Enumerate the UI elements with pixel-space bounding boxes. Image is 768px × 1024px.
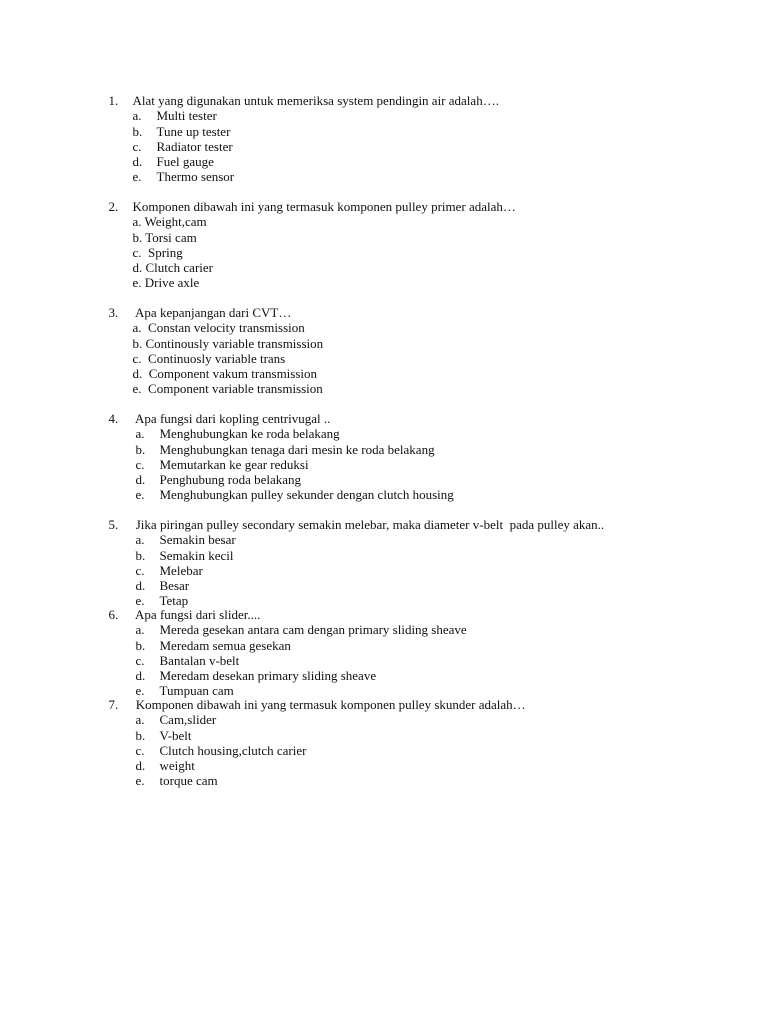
question-number: 4.: [108, 411, 119, 427]
option-letter: c.: [132, 350, 142, 366]
option-text: Meredam semua gesekan: [159, 637, 291, 653]
answer-option: [116, 442, 756, 472]
answer-option: [116, 426, 756, 457]
option-letter: a.: [135, 426, 145, 442]
option-text: Weight,cam: [144, 214, 207, 230]
option-text: Drive axle: [144, 275, 200, 291]
answer-option: [113, 336, 753, 366]
answer-option: [113, 351, 753, 381]
option-letter: a.: [132, 320, 142, 336]
option-text: Tune up tester: [156, 123, 231, 139]
answer-option: [113, 214, 753, 245]
answer-option: [116, 638, 756, 668]
option-text: Constan velocity transmission: [148, 320, 305, 336]
answer-option: [116, 622, 756, 653]
answer-option: [116, 532, 756, 563]
answer-option: [113, 93, 753, 124]
question-stem: [89, 396, 729, 427]
answer-option: [113, 139, 753, 169]
question-text: Komponen dibawah ini yang termasuk komponen pulley skunder adalah…: [135, 697, 526, 713]
question-number: 3.: [108, 305, 119, 321]
option-text: Menghubungkan tenaga dari mesin ke roda belakang: [159, 441, 435, 457]
question-7: [89, 682, 729, 789]
option-text: Bantalan v-belt: [159, 652, 240, 668]
option-text: Melebar: [159, 562, 203, 578]
question-stem: [89, 502, 729, 533]
option-letter: a.: [132, 108, 142, 124]
option-text: Thermo sensor: [156, 169, 235, 185]
option-text: torque cam: [159, 773, 218, 789]
answer-option: [116, 653, 756, 683]
option-letter: d.: [132, 153, 143, 169]
option-text: Memutarkan ke gear reduksi: [159, 456, 309, 472]
option-letter: e.: [135, 773, 145, 789]
option-letter: b.: [132, 229, 143, 245]
option-letter: d.: [135, 577, 146, 593]
option-text: Component variable transmission: [148, 381, 323, 397]
question-2: [89, 184, 729, 291]
answer-option: [116, 548, 756, 578]
answer-option: [116, 668, 756, 699]
answer-option: [116, 517, 756, 548]
answer-option: [116, 758, 756, 789]
option-text: V-belt: [159, 727, 192, 743]
option-letter: a.: [135, 622, 145, 638]
option-text: Multi tester: [156, 108, 217, 124]
option-letter: a.: [135, 532, 145, 548]
option-letter: c.: [135, 456, 145, 472]
option-text: Mereda gesekan antara cam dengan primary sliding sheave: [159, 622, 467, 638]
answer-option: [113, 199, 753, 230]
question-text: Komponen dibawah ini yang termasuk komponen pulley primer adalah…: [132, 199, 516, 215]
option-text: Besar: [159, 577, 190, 593]
option-letter: d.: [132, 365, 143, 381]
option-letter: a.: [135, 712, 145, 728]
option-text: Penghubung roda belakang: [159, 471, 302, 487]
question-stem: [89, 682, 729, 713]
option-text: Cam,slider: [159, 712, 217, 728]
option-letter: c.: [135, 562, 145, 578]
option-letter: e.: [132, 275, 142, 291]
option-text: Menghubungkan pulley sekunder dengan clutch housing: [159, 487, 454, 503]
question-stem: [89, 290, 729, 321]
question-stem: [89, 184, 729, 215]
answer-option: [116, 607, 756, 638]
option-text: weight: [159, 757, 195, 773]
question-text: Apa fungsi dari slider....: [135, 607, 261, 623]
question-number: 2.: [108, 199, 119, 215]
option-letter: e.: [135, 593, 145, 609]
option-letter: e.: [135, 487, 145, 503]
answer-option: [113, 230, 753, 260]
answer-option: [113, 154, 753, 185]
option-text: Torsi cam: [145, 229, 197, 245]
question-text: Apa kepanjangan dari CVT…: [135, 305, 292, 321]
option-text: Tetap: [159, 593, 189, 609]
option-text: Fuel gauge: [156, 153, 214, 169]
question-number: 5.: [108, 517, 119, 533]
option-letter: b.: [135, 547, 146, 563]
answer-option: [116, 563, 756, 593]
option-letter: e.: [132, 381, 142, 397]
answer-option: [116, 472, 756, 503]
question-stem: [89, 78, 729, 109]
question-number: 6.: [108, 607, 119, 623]
option-letter: d.: [135, 757, 146, 773]
answer-option: [116, 743, 756, 773]
answer-option: [116, 712, 756, 743]
question-stem: [89, 592, 729, 623]
answer-option: [113, 260, 753, 291]
option-text: Meredam desekan primary sliding sheave: [159, 667, 377, 683]
answer-option: [116, 728, 756, 758]
option-text: Menghubungkan ke roda belakang: [159, 426, 340, 442]
option-text: Spring: [148, 244, 183, 260]
option-text: Clutch carier: [145, 259, 213, 275]
option-letter: b.: [132, 123, 143, 139]
question-1: [89, 78, 729, 185]
answer-option: [116, 457, 756, 487]
answer-option: [113, 366, 753, 397]
answer-option: [113, 320, 753, 351]
option-letter: a.: [132, 214, 142, 230]
option-letter: e.: [135, 683, 145, 699]
answer-option: [116, 578, 756, 609]
option-text: Continuosly variable trans: [148, 350, 286, 366]
option-text: Component vakum transmission: [148, 365, 318, 381]
option-text: Semakin besar: [159, 532, 236, 548]
question-number: 1.: [108, 93, 119, 109]
option-letter: c.: [132, 138, 142, 154]
answer-option: [116, 697, 756, 728]
answer-option: [113, 124, 753, 154]
question-5: [89, 502, 729, 609]
question-3: [89, 290, 729, 397]
question-text: Jika piringan pulley secondary semakin melebar, maka diameter v-belt pada pulley akan..: [135, 517, 605, 533]
option-letter: d.: [135, 471, 146, 487]
option-letter: c.: [132, 244, 142, 260]
option-letter: d.: [132, 259, 143, 275]
option-letter: b.: [132, 335, 143, 351]
option-letter: b.: [135, 637, 146, 653]
answer-option: [113, 245, 753, 275]
question-6: [89, 592, 729, 699]
option-text: Radiator tester: [156, 138, 233, 154]
option-letter: b.: [135, 727, 146, 743]
option-letter: d.: [135, 667, 146, 683]
option-text: Semakin kecil: [159, 547, 234, 563]
question-4: [89, 396, 729, 503]
option-letter: c.: [135, 742, 145, 758]
question-number: 7.: [108, 697, 119, 713]
answer-option: [113, 305, 753, 336]
question-text: Alat yang digunakan untuk memeriksa system pendingin air adalah….: [132, 93, 499, 109]
answer-option: [116, 411, 756, 442]
option-text: Tumpuan cam: [159, 683, 234, 699]
option-text: Continously variable transmission: [145, 335, 324, 351]
option-letter: e.: [132, 169, 142, 185]
option-text: Clutch housing,clutch carier: [159, 742, 307, 758]
question-text: Apa fungsi dari kopling centrivugal ..: [135, 411, 331, 427]
option-letter: b.: [135, 441, 146, 457]
option-letter: c.: [135, 652, 145, 668]
answer-option: [113, 108, 753, 139]
